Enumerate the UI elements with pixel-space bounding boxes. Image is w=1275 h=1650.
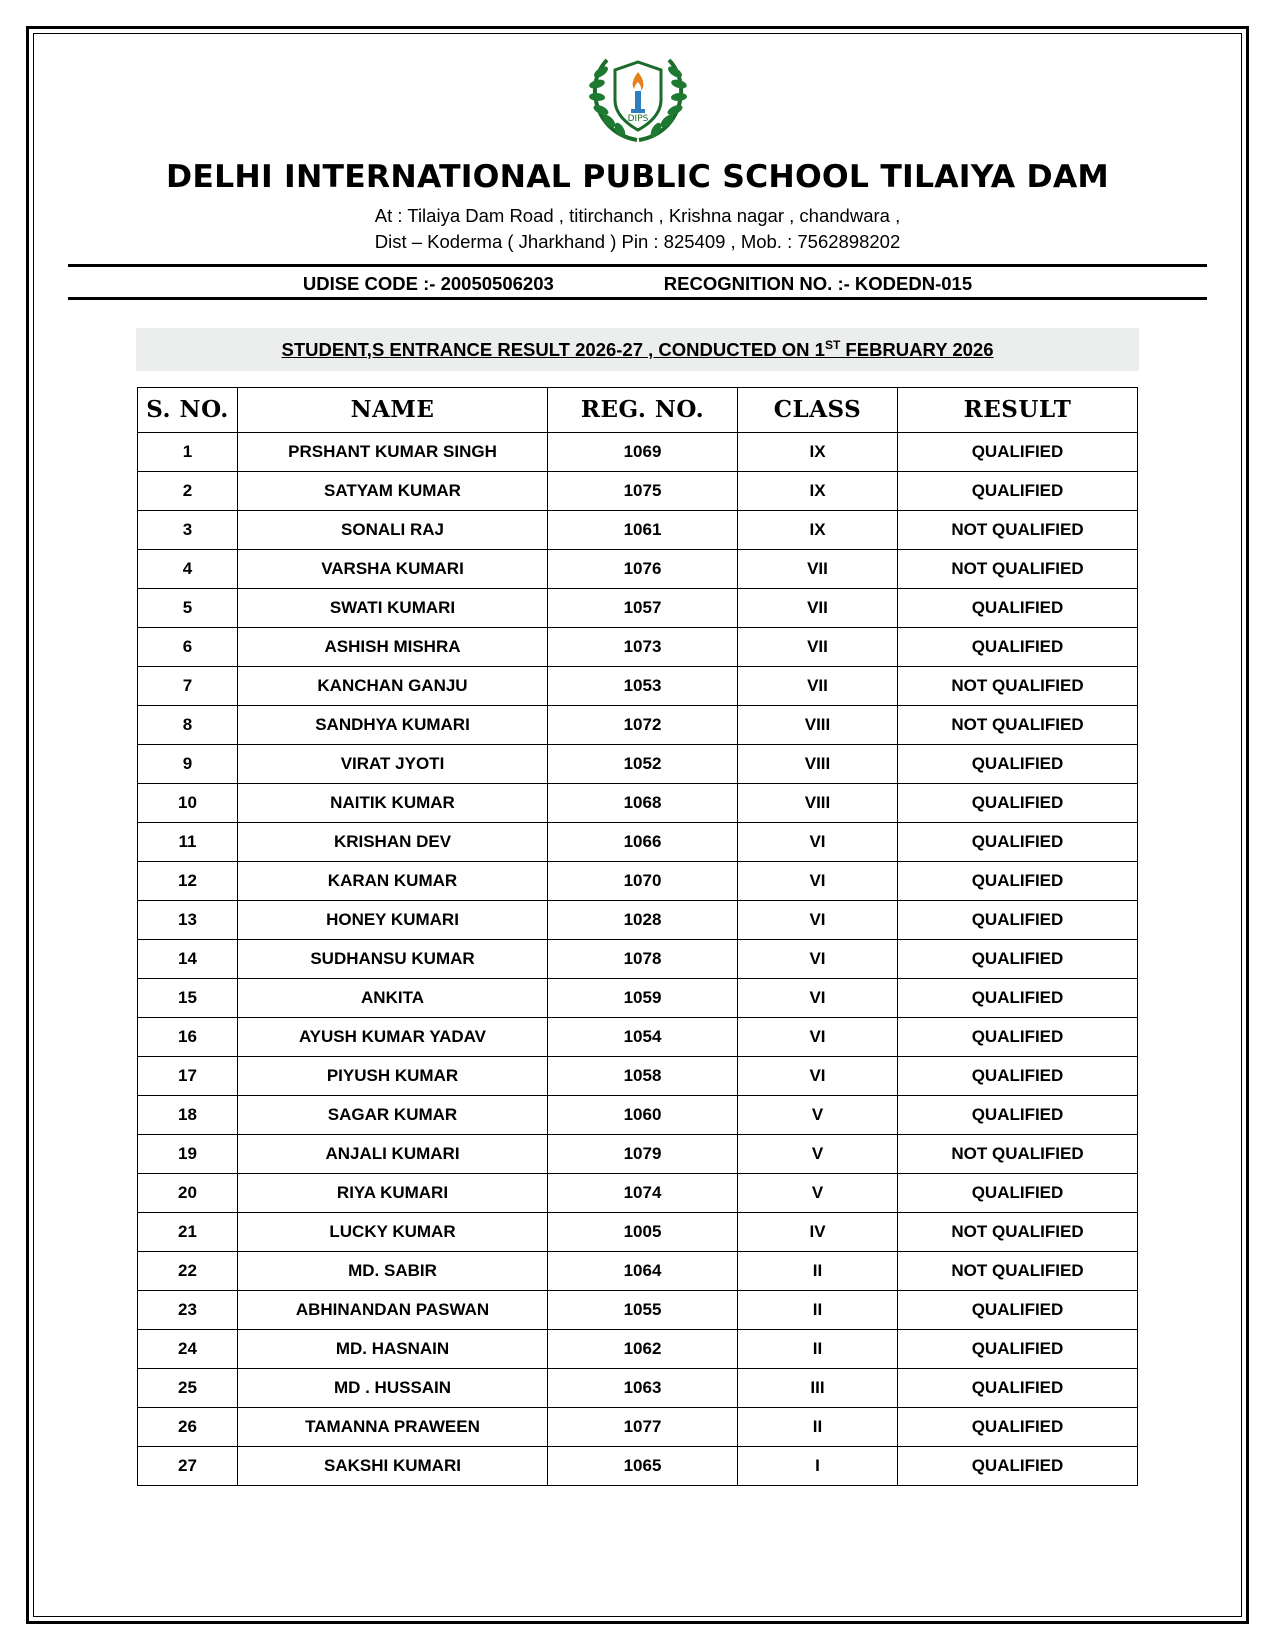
address-line-1: At : Tilaiya Dam Road , titirchanch , Krishna nagar , chandwara , <box>374 205 901 226</box>
cell-name: VIRAT JYOTI <box>238 744 548 783</box>
cell-result: QUALIFIED <box>898 1173 1138 1212</box>
cell-result: QUALIFIED <box>898 1446 1138 1485</box>
cell-name: KANCHAN GANJU <box>238 666 548 705</box>
cell-sno: 12 <box>138 861 238 900</box>
cell-name: NAITIK KUMAR <box>238 783 548 822</box>
table-row <box>138 900 1138 939</box>
cell-sno: 27 <box>138 1446 238 1485</box>
udise-code: UDISE CODE :- 20050506203 <box>302 272 554 294</box>
cell-result: NOT QUALIFIED <box>898 1251 1138 1290</box>
cell-sno: 25 <box>138 1368 238 1407</box>
table-row <box>138 705 1138 744</box>
cell-regno: 1073 <box>548 627 738 666</box>
cell-name: HONEY KUMARI <box>238 900 548 939</box>
codes-row <box>68 267 1207 300</box>
cell-regno: 1079 <box>548 1134 738 1173</box>
column-header-regno: REG. NO. <box>548 387 738 432</box>
cell-sno: 15 <box>138 978 238 1017</box>
page-title: DELHI INTERNATIONAL PUBLIC SCHOOL TILAIYA DAM <box>166 159 1109 195</box>
cell-sno: 1 <box>138 432 238 471</box>
column-header-sno: S. NO. <box>138 387 238 432</box>
cell-sno: 20 <box>138 1173 238 1212</box>
cell-name: KRISHAN DEV <box>238 822 548 861</box>
column-header-result: RESULT <box>898 387 1138 432</box>
cell-regno: 1057 <box>548 588 738 627</box>
cell-sno: 16 <box>138 1017 238 1056</box>
recognition-number: RECOGNITION NO. :- KODEDN-015 <box>663 272 973 294</box>
cell-name: SONALI RAJ <box>238 510 548 549</box>
cell-result: QUALIFIED <box>898 1095 1138 1134</box>
cell-name: PRSHANT KUMAR SINGH <box>238 432 548 471</box>
table-body <box>138 432 1138 1485</box>
cell-regno: 1075 <box>548 471 738 510</box>
cell-class: VI <box>738 861 898 900</box>
cell-regno: 1077 <box>548 1407 738 1446</box>
cell-class: I <box>738 1446 898 1485</box>
table-row <box>138 822 1138 861</box>
table-row <box>138 588 1138 627</box>
cell-class: VII <box>738 549 898 588</box>
cell-regno: 1058 <box>548 1056 738 1095</box>
cell-sno: 5 <box>138 588 238 627</box>
cell-result: NOT QUALIFIED <box>898 510 1138 549</box>
cell-class: V <box>738 1173 898 1212</box>
cell-regno: 1062 <box>548 1329 738 1368</box>
cell-regno: 1070 <box>548 861 738 900</box>
cell-sno: 23 <box>138 1290 238 1329</box>
cell-class: VI <box>738 978 898 1017</box>
result-title <box>282 339 994 360</box>
cell-regno: 1066 <box>548 822 738 861</box>
cell-sno: 8 <box>138 705 238 744</box>
table-row <box>138 510 1138 549</box>
table-row <box>138 627 1138 666</box>
table-row <box>138 1212 1138 1251</box>
cell-regno: 1053 <box>548 666 738 705</box>
address-line-2: Dist – Koderma ( Jharkhand ) Pin : 825409 , Mob. : 7562898202 <box>374 231 901 253</box>
cell-result: QUALIFIED <box>898 822 1138 861</box>
cell-regno: 1076 <box>548 549 738 588</box>
cell-sno: 11 <box>138 822 238 861</box>
cell-sno: 24 <box>138 1329 238 1368</box>
table-row <box>138 1251 1138 1290</box>
cell-name: ASHISH MISHRA <box>238 627 548 666</box>
cell-result: QUALIFIED <box>898 627 1138 666</box>
school-crest-icon <box>579 48 697 148</box>
cell-result: NOT QUALIFIED <box>898 705 1138 744</box>
cell-name: SANDHYA KUMARI <box>238 705 548 744</box>
cell-name: TAMANNA PRAWEEN <box>238 1407 548 1446</box>
table-row <box>138 978 1138 1017</box>
cell-class: III <box>738 1368 898 1407</box>
cell-result: QUALIFIED <box>898 432 1138 471</box>
cell-class: VI <box>738 939 898 978</box>
cell-sno: 7 <box>138 666 238 705</box>
cell-result: QUALIFIED <box>898 1017 1138 1056</box>
cell-result: QUALIFIED <box>898 900 1138 939</box>
cell-class: IV <box>738 1212 898 1251</box>
cell-regno: 1059 <box>548 978 738 1017</box>
cell-class: II <box>738 1251 898 1290</box>
table-row <box>138 432 1138 471</box>
cell-result: QUALIFIED <box>898 978 1138 1017</box>
cell-class: VII <box>738 627 898 666</box>
cell-regno: 1005 <box>548 1212 738 1251</box>
cell-regno: 1063 <box>548 1368 738 1407</box>
document-content <box>56 48 1219 1486</box>
cell-class: V <box>738 1095 898 1134</box>
cell-sno: 14 <box>138 939 238 978</box>
cell-name: SATYAM KUMAR <box>238 471 548 510</box>
cell-name: SUDHANSU KUMAR <box>238 939 548 978</box>
cell-result: QUALIFIED <box>898 471 1138 510</box>
cell-sno: 26 <box>138 1407 238 1446</box>
cell-sno: 10 <box>138 783 238 822</box>
cell-result: QUALIFIED <box>898 783 1138 822</box>
cell-name: KARAN KUMAR <box>238 861 548 900</box>
cell-sno: 21 <box>138 1212 238 1251</box>
cell-class: VI <box>738 900 898 939</box>
cell-regno: 1060 <box>548 1095 738 1134</box>
cell-result: NOT QUALIFIED <box>898 666 1138 705</box>
cell-name: SAGAR KUMAR <box>238 1095 548 1134</box>
cell-sno: 13 <box>138 900 238 939</box>
logo-container <box>56 48 1219 153</box>
table-row <box>138 1095 1138 1134</box>
table-row <box>138 1407 1138 1446</box>
cell-result: QUALIFIED <box>898 1329 1138 1368</box>
cell-result: NOT QUALIFIED <box>898 1212 1138 1251</box>
cell-name: MD . HUSSAIN <box>238 1368 548 1407</box>
table-row <box>138 549 1138 588</box>
cell-class: II <box>738 1407 898 1446</box>
column-header-class: CLASS <box>738 387 898 432</box>
cell-regno: 1074 <box>548 1173 738 1212</box>
cell-sno: 17 <box>138 1056 238 1095</box>
table-row <box>138 861 1138 900</box>
table-row <box>138 1329 1138 1368</box>
cell-name: VARSHA KUMARI <box>238 549 548 588</box>
table-row <box>138 666 1138 705</box>
cell-name: ANJALI KUMARI <box>238 1134 548 1173</box>
cell-class: IX <box>738 510 898 549</box>
result-title-ordinal: ST <box>824 337 841 352</box>
cell-class: VII <box>738 666 898 705</box>
result-title-part2: FEBRUARY 2026 <box>840 338 994 360</box>
svg-text:DIPS: DIPS <box>627 114 648 124</box>
cell-name: MD. SABIR <box>238 1251 548 1290</box>
cell-class: IX <box>738 432 898 471</box>
cell-sno: 19 <box>138 1134 238 1173</box>
results-table <box>137 387 1138 1486</box>
cell-class: VI <box>738 1017 898 1056</box>
cell-regno: 1072 <box>548 705 738 744</box>
cell-sno: 4 <box>138 549 238 588</box>
cell-class: VI <box>738 1056 898 1095</box>
cell-regno: 1054 <box>548 1017 738 1056</box>
cell-result: QUALIFIED <box>898 1368 1138 1407</box>
cell-name: RIYA KUMARI <box>238 1173 548 1212</box>
cell-result: QUALIFIED <box>898 588 1138 627</box>
cell-result: NOT QUALIFIED <box>898 1134 1138 1173</box>
cell-class: VIII <box>738 783 898 822</box>
cell-sno: 3 <box>138 510 238 549</box>
cell-class: II <box>738 1290 898 1329</box>
cell-regno: 1061 <box>548 510 738 549</box>
table-row <box>138 1017 1138 1056</box>
cell-result: QUALIFIED <box>898 1056 1138 1095</box>
cell-regno: 1065 <box>548 1446 738 1485</box>
cell-class: VIII <box>738 705 898 744</box>
table-row <box>138 939 1138 978</box>
cell-name: SWATI KUMARI <box>238 588 548 627</box>
cell-name: PIYUSH KUMAR <box>238 1056 548 1095</box>
cell-regno: 1068 <box>548 783 738 822</box>
cell-sno: 6 <box>138 627 238 666</box>
cell-result: NOT QUALIFIED <box>898 549 1138 588</box>
cell-class: V <box>738 1134 898 1173</box>
table-row <box>138 1368 1138 1407</box>
table-row <box>138 1446 1138 1485</box>
cell-class: IX <box>738 471 898 510</box>
cell-class: VII <box>738 588 898 627</box>
cell-sno: 22 <box>138 1251 238 1290</box>
cell-name: ANKITA <box>238 978 548 1017</box>
cell-regno: 1064 <box>548 1251 738 1290</box>
cell-name: LUCKY KUMAR <box>238 1212 548 1251</box>
cell-sno: 18 <box>138 1095 238 1134</box>
cell-sno: 9 <box>138 744 238 783</box>
table-row <box>138 1173 1138 1212</box>
cell-class: VIII <box>738 744 898 783</box>
cell-class: VI <box>738 822 898 861</box>
cell-name: AYUSH KUMAR YADAV <box>238 1017 548 1056</box>
column-header-name: NAME <box>238 387 548 432</box>
cell-regno: 1028 <box>548 900 738 939</box>
table-row <box>138 471 1138 510</box>
cell-result: QUALIFIED <box>898 939 1138 978</box>
table-header-row <box>138 387 1138 432</box>
cell-name: SAKSHI KUMARI <box>238 1446 548 1485</box>
cell-class: II <box>738 1329 898 1368</box>
cell-regno: 1052 <box>548 744 738 783</box>
result-title-part1: STUDENT,S ENTRANCE RESULT 2026-27 , CONDUCTED ON 1 <box>281 338 825 360</box>
cell-result: QUALIFIED <box>898 861 1138 900</box>
cell-result: QUALIFIED <box>898 1407 1138 1446</box>
table-row <box>138 783 1138 822</box>
table-row <box>138 1056 1138 1095</box>
cell-regno: 1069 <box>548 432 738 471</box>
cell-name: MD. HASNAIN <box>238 1329 548 1368</box>
cell-regno: 1078 <box>548 939 738 978</box>
cell-result: QUALIFIED <box>898 1290 1138 1329</box>
cell-sno: 2 <box>138 471 238 510</box>
cell-name: ABHINANDAN PASWAN <box>238 1290 548 1329</box>
cell-regno: 1055 <box>548 1290 738 1329</box>
table-row <box>138 1134 1138 1173</box>
result-title-band <box>136 328 1139 371</box>
table-row <box>138 744 1138 783</box>
table-row <box>138 1290 1138 1329</box>
cell-result: QUALIFIED <box>898 744 1138 783</box>
